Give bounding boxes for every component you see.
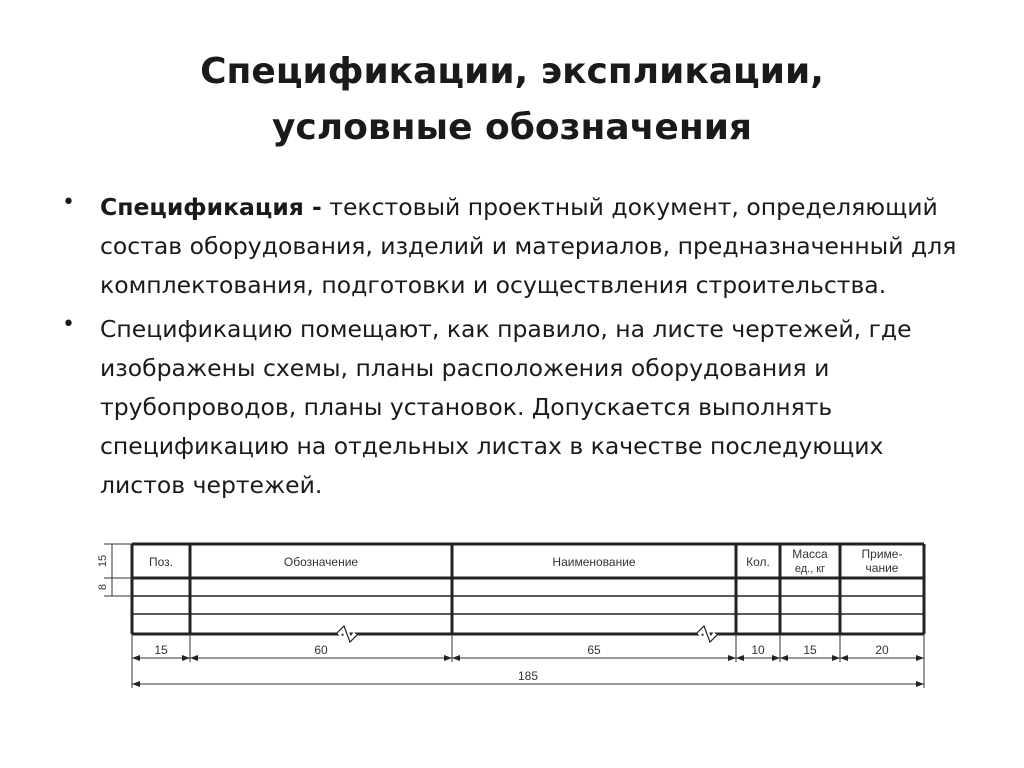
header-qty: Кол. (746, 555, 770, 569)
bullet-term: Спецификация - (100, 193, 322, 221)
row-height-header-label: 15 (97, 554, 109, 568)
bullet-dot-icon: • (62, 312, 75, 337)
total-width-label: 185 (517, 669, 539, 683)
header-mass-line-1: Масса (792, 547, 828, 561)
width-note-label: 20 (875, 643, 889, 657)
specification-table-drawing (78, 536, 938, 696)
width-mass-label: 15 (803, 643, 817, 657)
width-qty-label: 10 (751, 643, 765, 657)
header-designation: Обозначение (283, 555, 359, 569)
bullet-item-specification-definition (62, 188, 962, 305)
width-pos-label: 15 (154, 643, 168, 657)
bullet-item-specification-placement (62, 310, 962, 505)
slide-title (0, 44, 1024, 156)
bullet-list (62, 188, 962, 510)
slide-title-line-1: Спецификации, экспликации, (200, 51, 824, 92)
bullet-text: текстовый проектный документ, определяющий состав оборудования, изделий и материалов, предназначенный для комплектования, подготовки и осуществления строительства. (100, 193, 957, 299)
slide-title-line-2: условные обозначения (271, 107, 753, 148)
width-designation-label: 60 (314, 643, 328, 657)
header-pos: Поз. (149, 555, 173, 569)
header-mass-line-2: ед., кг (794, 563, 826, 575)
header-name: Наименование (552, 555, 636, 569)
header-note-line-1: Приме- (861, 547, 903, 561)
header-note-line-2: чание (865, 561, 899, 575)
bullet-text: Спецификацию помещают, как правило, на листе чертежей, где изображены схемы, планы расположения оборудования и трубопроводов, планы установок. Допускается выполнять спецификацию на отдельных листах в качестве последующих листов чертежей. (100, 315, 912, 499)
bullet-dot-icon: • (62, 190, 75, 215)
width-name-label: 65 (587, 643, 601, 657)
row-height-data-label: 8 (97, 583, 109, 591)
